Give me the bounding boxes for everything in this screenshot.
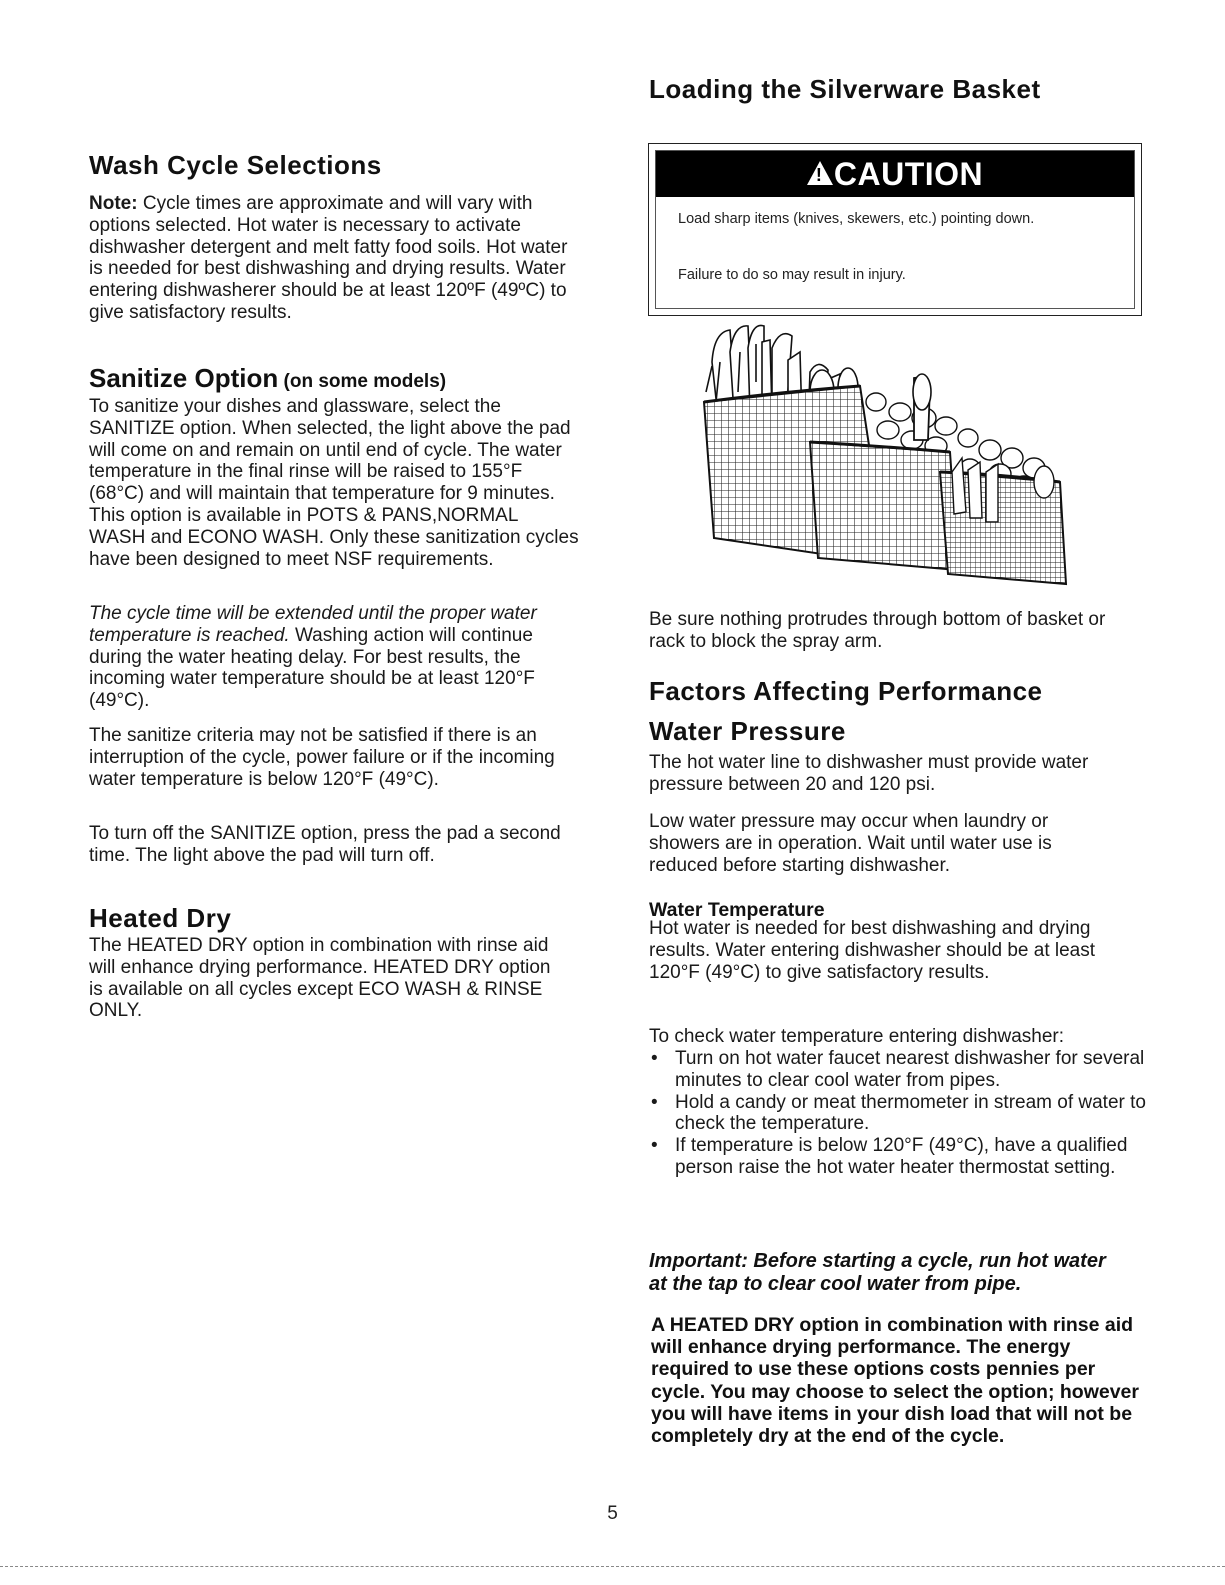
sanitize-title-main: Sanitize Option: [89, 363, 279, 393]
note-text: Cycle times are approximate and will vary with options selected. Hot water is necessary to activate dishwasher detergent and melt fatty food soils. Hot water is needed for best dishwashing and drying results. Water entering dishwasherer should be at least 120ºF (49ºC) to give satisfactory results.: [89, 193, 568, 323]
note-paragraph: [89, 193, 584, 324]
caution-label: CAUTION: [833, 155, 984, 192]
protrude-paragraph: Be sure nothing protrudes through bottom of basket or rack to block the spray arm.: [649, 609, 1106, 652]
caution-inner-frame: [655, 150, 1135, 309]
extended-italic: The cycle time will be extended until the proper water temperature is reached.: [89, 603, 537, 646]
sanitize-title: [89, 363, 446, 394]
list-item: • Hold a candy or meat thermometer in stream of water to check the temperature.: [649, 1092, 1149, 1136]
heated-dry-bold-paragraph: A HEATED DRY option in combination with rinse aid will enhance drying performance. The energy required to use these options costs pennies per cycle. You may choose to select the option; however you will have items in your dish load that will not be completely dry at the end of the cycle.: [651, 1314, 1139, 1448]
pressure-paragraph-2: Low water pressure may occur when laundry or showers are in operation. Wait until water use is reduced before starting dishwasher.: [649, 811, 1052, 876]
water-pressure-title: Water Pressure: [649, 716, 846, 746]
water-temperature-title: Water Temperature: [649, 899, 825, 921]
heated-dry-title: Heated Dry: [89, 903, 232, 933]
silverware-basket-illustration: [700, 322, 1072, 592]
note-label: Note:: [89, 193, 138, 214]
caution-header: [656, 151, 1134, 197]
caution-line-1: Load sharp items (knives, skewers, etc.) pointing down.: [678, 211, 1035, 227]
extended-rest: Washing action will continue during the water heating delay. For best results, the incoming water temperature should be at least 120°F (49°C).: [89, 624, 535, 712]
check-intro: To check water temperature entering dishwasher:: [649, 1026, 1065, 1047]
important-note: Important: Before starting a cycle, run hot water at the tap to clear cool water from pipe.: [649, 1250, 1106, 1295]
turnoff-paragraph: To turn off the SANITIZE option, press the pad a second time. The light above the pad will turn off.: [89, 823, 561, 866]
caution-box: [648, 143, 1142, 316]
sanitize-title-suffix: (on some models): [278, 371, 447, 392]
list-item: • If temperature is below 120°F (49°C), have a qualified person raise the hot water heater thermostat setting.: [649, 1135, 1149, 1179]
sanitize-paragraph: To sanitize your dishes and glassware, select the SANITIZE option. When selected, the light above the pad will come on and remain on until end of cycle. The water temperature in the final rinse will be raised to 155°F (68°C) and will maintain that temperature for 9 minutes. This option is available in POTS & PANS,NORMAL WASH and ECONO WASH. Only these sanitization cycles have been designed to meet NSF requirements.: [89, 396, 579, 570]
factors-title: Factors Affecting Performance: [649, 676, 1043, 706]
bottom-divider: [0, 1566, 1225, 1567]
list-item: • Turn on hot water faucet nearest dishwasher for several minutes to clear cool water from pipes.: [649, 1048, 1149, 1092]
check-list: [649, 1048, 1149, 1179]
heated-dry-paragraph: The HEATED DRY option in combination with rinse aid will enhance drying performance. HEATED DRY option is available on all cycles except ECO WASH & RINSE ONLY.: [89, 935, 551, 1022]
temperature-paragraph: Hot water is needed for best dishwashing and drying results. Water entering dishwasher should be at least 120°F (49°C) to give satisfactory results.: [649, 918, 1096, 983]
warning-triangle-icon: [807, 161, 833, 185]
page-number: 5: [607, 1503, 618, 1524]
criteria-paragraph: The sanitize criteria may not be satisfied if there is an interruption of the cycle, power failure or if the incoming water temperature is below 120°F (49°C).: [89, 725, 555, 790]
silverware-basket-title: Loading the Silverware Basket: [649, 74, 1041, 104]
extended-paragraph: [89, 603, 579, 712]
wash-cycle-title: Wash Cycle Selections: [89, 150, 382, 180]
pressure-paragraph-1: The hot water line to dishwasher must provide water pressure between 20 and 120 psi.: [649, 752, 1089, 795]
caution-line-2: Failure to do so may result in injury.: [678, 267, 906, 283]
